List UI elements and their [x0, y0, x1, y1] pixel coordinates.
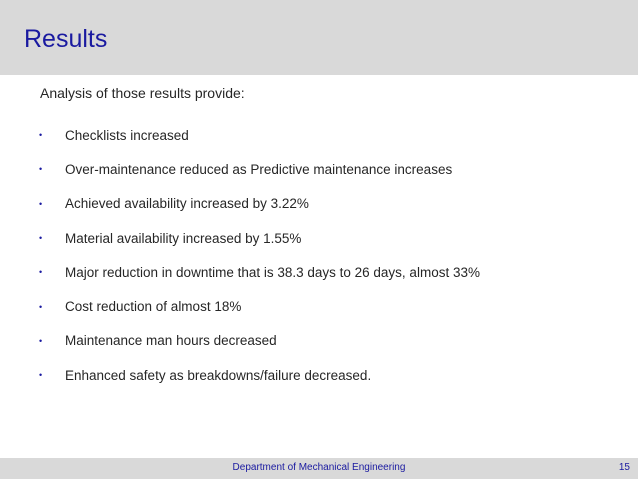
bullet-dot-icon: •	[39, 130, 43, 141]
bullet-dot-icon: •	[39, 233, 43, 244]
bullet-item	[36, 152, 626, 186]
page-number: 15	[618, 462, 630, 473]
bullet-text: Achieved availability increased by 3.22%	[65, 196, 309, 212]
bullet-item	[36, 324, 626, 358]
bullet-item	[36, 221, 626, 255]
bullet-dot-icon: •	[39, 267, 43, 278]
bullet-dot-icon: •	[39, 198, 43, 209]
footer-department: Department of Mechanical Engineering	[232, 462, 406, 473]
bullet-dot-icon: •	[39, 370, 43, 381]
bullet-dot-icon: •	[39, 164, 43, 175]
bullet-dot-icon: •	[39, 301, 43, 312]
slide-title: Results	[24, 25, 108, 53]
bullet-list	[36, 118, 626, 392]
bullet-item	[36, 187, 626, 221]
bullet-text: Maintenance man hours decreased	[65, 333, 277, 349]
bullet-text: Over-maintenance reduced as Predictive maintenance increases	[65, 161, 453, 177]
intro-text: Analysis of those results provide:	[40, 85, 245, 101]
bullet-dot-icon: •	[39, 335, 43, 346]
bullet-text: Cost reduction of almost 18%	[65, 299, 242, 315]
bullet-text: Enhanced safety as breakdowns/failure decreased.	[65, 367, 372, 383]
title-bar	[0, 0, 638, 75]
bullet-text: Major reduction in downtime that is 38.3 days to 26 days, almost 33%	[65, 264, 480, 280]
bullet-item	[36, 358, 626, 392]
bullet-item	[36, 118, 626, 152]
bullet-item	[36, 255, 626, 289]
bullet-text: Checklists increased	[65, 127, 189, 143]
bullet-item	[36, 289, 626, 323]
footer-bar	[0, 458, 638, 479]
bullet-text: Material availability increased by 1.55%	[65, 230, 302, 246]
